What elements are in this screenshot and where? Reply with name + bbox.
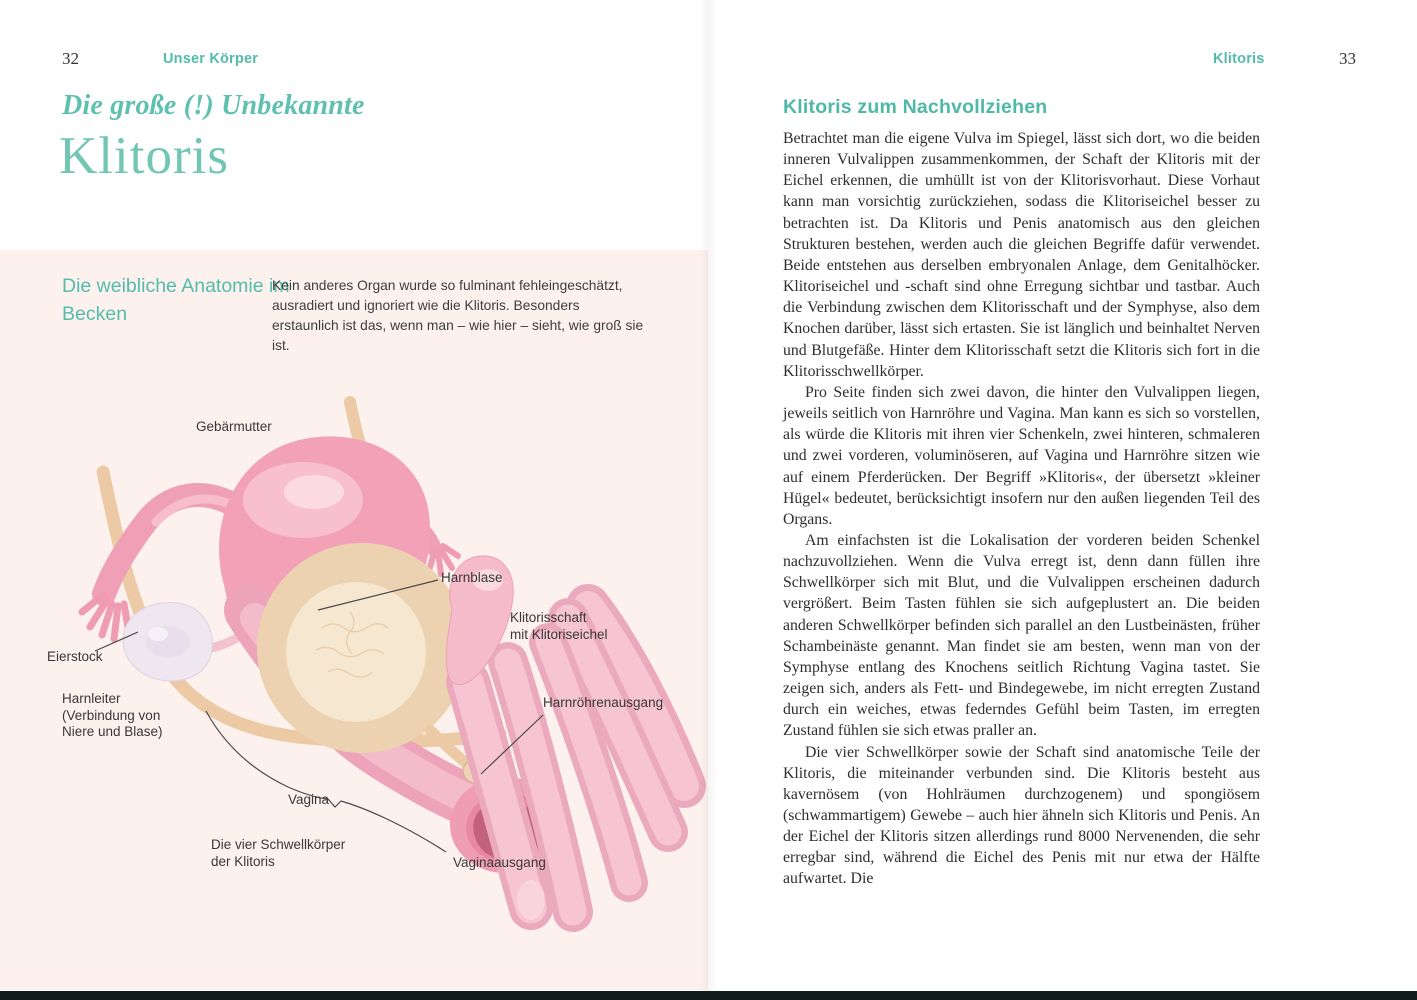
label-harnleiter: Harnleiter (Verbindung von Niere und Blase) [62, 691, 163, 739]
label-vaginaausgang: Vaginaausgang [453, 855, 546, 870]
label-harnroehrenausgang: Harnröhrenausgang [543, 695, 664, 710]
left-page-number: 32 [62, 49, 79, 68]
right-page-number: 33 [1339, 49, 1356, 68]
chapter-kicker: Die große (!) Unbekannte [62, 90, 365, 121]
left-running-head: Unser Körper [163, 51, 259, 67]
label-gebaermutter: Gebärmutter [196, 419, 272, 434]
chapter-title: Klitoris [59, 127, 229, 185]
body-text [783, 128, 1260, 890]
body-paragraph: Am einfachsten ist die Lokalisation der vorderen beiden Schenkel nachzuvollziehen. Wenn die Vulva erregt ist, denn dann füllen ihre Schwellkörper sich mit Blut, und die Vulvalippen erscheinen dadurch vergrößert. Beim Tasten fühlen sie sich aufgeplustert an. Die beiden anderen Schwellkörper befinden sich parallel an den Lustbeinästen, früher Schambeinäste genannt. Man findet sie am besten, wenn man von der Symphyse entlang des Knochens seitlich Richtung Vagina tastet. Sie zeigen sich, anders als Fett- und Bindegewebe, im nicht erregten Zustand durch ein weiches, etwas federndes Gefühl beim Tasten, im erregten Zustand fühlen sie sich etwas praller an. [783, 531, 1260, 740]
label-eierstock: Eierstock [47, 649, 103, 664]
ovary-shape [123, 603, 212, 681]
label-klitorisschaft: Klitorisschaft mit Klitoriseichel [510, 610, 608, 642]
panel-heading: Die weibliche Anatomie im Becken [62, 275, 290, 325]
body-paragraph: Betrachtet man die eigene Vulva im Spiegel, lässt sich dort, wo die beiden inneren Vulvalippen zusammenkommen, der Schaft der Klitoris mit der Eichel erkennen, die umhüllt ist von der Klitorisvorhaut. Diese Vorhaut kann man vorsichtig zurückziehen, sodass die Klitoriseichel besser zu betrachten ist. Da Klitoris und Penis anatomisch aus den gleichen Strukturen bestehen, werden auch die gleichen Begriffe dafür verwendet. Beide entstehen aus derselben embryonalen Anlage, dem Genitalhöcker. Klitoriseichel und -schaft sind ohne Erregung sichtbar und tastbar. Auch die Verbindung zwischen dem Klitorisschaft und der Symphyse, also dem Knochen darüber, lässt sich ertasten. Sie ist länglich und beinhaltet Nerven und Blutgefäße. Hinter dem Klitorisschaft setzt die Klitoris sich fort in die Klitorisschwellkörper. [783, 130, 1260, 380]
label-harnblase: Harnblase [441, 570, 503, 585]
label-vagina: Vagina [288, 792, 330, 807]
book-bottom-edge [0, 991, 1417, 1000]
bladder-shape [257, 543, 467, 753]
section-heading: Klitoris zum Nachvollziehen [783, 96, 1048, 118]
panel-intro-text: Kein anderes Organ wurde so fulminant fehleingeschätzt, ausradiert und ignoriert wie die Klitoris. Besonders erstaunlich ist das, wenn man – wie hier – sieht, wie groß sie ist. [272, 278, 644, 354]
body-paragraph: Die vier Schwellkörper sowie der Schaft sind anatomische Teile der Klitoris, die miteinander verbunden sind. Die Klitoris besteht aus kavernösem (von Hohlräumen durchzogenem) und spongiösem (schwammartigem) Gewebe – auch hier ähneln sich Klitoris und Penis. An der Eichel der Klitoris sitzen allerdings rund 8000 Nervenenden, die sehr erregbar sind, während die Eichel des Penis mit nur etwa der Hälfte aufwartet. Die [783, 743, 1260, 888]
anatomy-panel [0, 250, 708, 990]
body-paragraph: Pro Seite finden sich zwei davon, die hinter den Vulvalippen liegen, jeweils seitlich von Harnröhre und Vagina. Man kann es sich so vorstellen, als würde die Klitoris mit ihren vier Schenkeln, zwei hinteren, schmaleren und zwei vorderen, voluminöseren, auf Vagina und Harnröhre sitzen wie auf einem Pferderücken. Der Begriff »Klitoris«, der übersetzt »kleiner Hügel« bedeutet, berücksichtigt insofern nur den außen liegenden Teil des Organs. [783, 383, 1260, 528]
right-running-head: Klitoris [1213, 51, 1265, 67]
label-schwellkoerper: Die vier Schwellkörper der Klitoris [211, 837, 346, 869]
